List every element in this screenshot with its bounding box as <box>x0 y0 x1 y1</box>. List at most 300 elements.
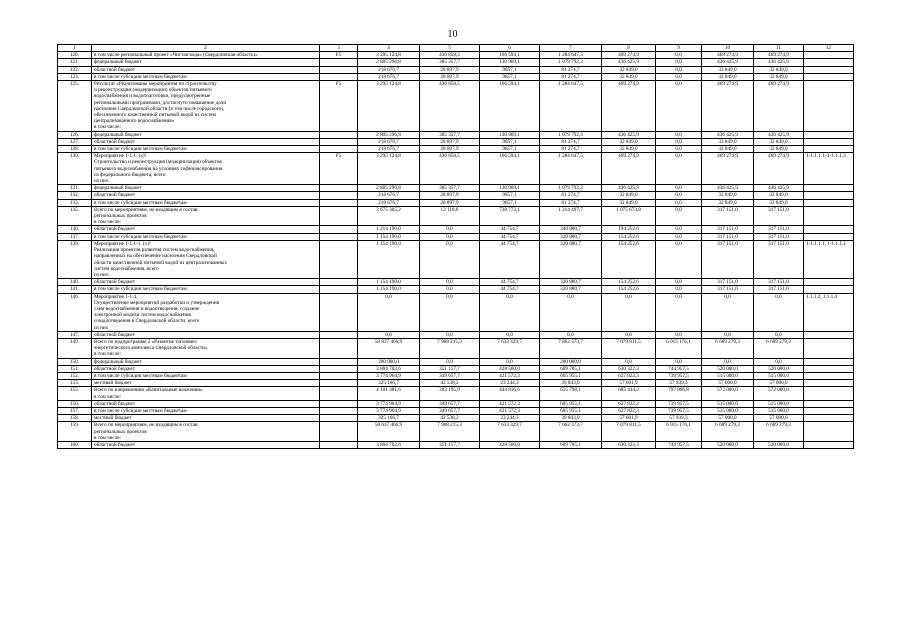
amount-cell: 23 244,3 <box>480 380 540 387</box>
amount-cell: 1 079 792,3 <box>540 59 602 66</box>
amount-cell: 218 676,7 <box>358 73 420 80</box>
amount-cell: 0,0 <box>754 358 804 365</box>
row-code-cell <box>320 66 358 73</box>
table-row <box>58 380 854 387</box>
row-number-cell: 159. <box>58 422 92 442</box>
row-description-cell: местный бюджет <box>92 415 320 422</box>
amount-cell: 44 754,7 <box>480 233 540 240</box>
amount-cell: 515 000,0 <box>754 400 804 407</box>
amount-cell: 57 000,0 <box>702 380 754 387</box>
amount-cell: 436 858,5 <box>420 153 480 185</box>
column-header-8: 8 <box>602 45 656 52</box>
table-row <box>58 387 854 400</box>
row-number-cell: 147. <box>58 331 92 338</box>
amount-cell: 130 969,1 <box>480 131 540 138</box>
row-code-cell: F5 <box>320 153 358 185</box>
amount-cell: 436 858,5 <box>420 81 480 132</box>
amount-cell: 436 425,9 <box>754 185 804 192</box>
amount-cell: 469 274,9 <box>754 52 804 59</box>
amount-cell: 1 154 190,0 <box>358 279 420 286</box>
amount-cell: 469 274,9 <box>702 52 754 59</box>
row-number-cell: 156. <box>58 400 92 407</box>
row-code-cell <box>320 59 358 66</box>
amount-cell: 738 773,1 <box>480 206 540 226</box>
target-indicator-cell <box>804 380 854 387</box>
amount-cell: 392 195,9 <box>420 387 480 400</box>
table-row <box>58 331 854 338</box>
table-row <box>58 240 854 278</box>
row-description-cell: федеральный бюджет <box>92 358 320 365</box>
amount-cell: 572 000,0 <box>702 387 754 400</box>
amount-cell: 7 968 215,3 <box>420 422 480 442</box>
amount-cell: 32 849,0 <box>602 66 656 73</box>
amount-cell: 436 425,9 <box>702 131 754 138</box>
amount-cell: 28 897,9 <box>420 73 480 80</box>
page-number: 10 <box>447 29 458 40</box>
amount-cell: 0,0 <box>540 331 602 338</box>
row-code-cell: F5 <box>320 52 358 59</box>
amount-cell: 515 000,0 <box>754 407 804 414</box>
amount-cell: 627 822,3 <box>602 372 656 379</box>
row-number-cell: 122. <box>58 66 92 73</box>
table-row <box>58 206 854 226</box>
row-description-cell: федеральный бюджет <box>92 59 320 66</box>
table-row <box>58 226 854 233</box>
amount-cell: 469 274,9 <box>602 52 656 59</box>
amount-cell: 28 897,9 <box>420 66 480 73</box>
amount-cell: 32 849,0 <box>702 192 754 199</box>
amount-cell: 0,0 <box>602 331 656 338</box>
amount-cell: 0,0 <box>656 199 702 206</box>
row-description-cell: областной бюджет <box>92 226 320 233</box>
row-number-cell: 121. <box>58 59 92 66</box>
row-description-cell: в том числе субсидии местным бюджетам <box>92 199 320 206</box>
amount-cell: 515 000,0 <box>702 400 754 407</box>
amount-cell: 739 957,5 <box>656 407 702 414</box>
amount-cell: 428 560,0 <box>480 441 540 448</box>
amount-cell: 520 000,0 <box>702 441 754 448</box>
amount-cell: 0,0 <box>702 331 754 338</box>
row-number-cell: 123. <box>58 73 92 80</box>
amount-cell: 0,0 <box>754 331 804 338</box>
amount-cell: 0,0 <box>480 293 540 331</box>
amount-cell: 9857,1 <box>480 199 540 206</box>
row-code-cell: F5 <box>320 81 358 132</box>
amount-cell: 436 425,9 <box>702 185 754 192</box>
amount-cell: 520 000,0 <box>702 365 754 372</box>
amount-cell: 469 274,9 <box>702 153 754 185</box>
target-indicator-cell: 1-1.1.1.1, 1-1.1.1.2 <box>804 240 854 278</box>
amount-cell: 23 244,3 <box>480 415 540 422</box>
row-description-cell: в том числе субсидии местным бюджетам <box>92 372 320 379</box>
row-number-cell: 135. <box>58 206 92 226</box>
amount-cell: 469 274,9 <box>754 153 804 185</box>
row-code-cell <box>320 415 358 422</box>
row-number-cell: 137. <box>58 233 92 240</box>
row-description-cell: Всего по мероприятиям, не входящим в состав региональных проектов в том числе: <box>92 206 320 226</box>
row-code-cell <box>320 422 358 442</box>
table-row <box>58 286 854 293</box>
row-description-cell: Всего по направлению «Капитальные вложения» в том числе: <box>92 387 320 400</box>
amount-cell: 6 915 176,1 <box>656 422 702 442</box>
amount-cell: 218 676,7 <box>358 66 420 73</box>
amount-cell: 0,0 <box>702 293 754 331</box>
amount-cell: 32 849,0 <box>754 192 804 199</box>
row-description-cell: областной бюджет <box>92 66 320 73</box>
row-code-cell <box>320 286 358 293</box>
column-header-12: 12 <box>804 45 854 52</box>
amount-cell: 317 151,0 <box>702 226 754 233</box>
target-indicator-cell <box>804 226 854 233</box>
row-number-cell: 153. <box>58 380 92 387</box>
amount-cell: 320 880,7 <box>540 286 602 293</box>
amount-cell: 317 151,0 <box>702 286 754 293</box>
amount-cell: 349 657,7 <box>420 407 480 414</box>
amount-cell: 317 151,0 <box>702 279 754 286</box>
row-description-cell: областной бюджет <box>92 138 320 145</box>
amount-cell: 28 897,9 <box>420 146 480 153</box>
table-row <box>58 146 854 153</box>
amount-cell: 421 572,3 <box>480 372 540 379</box>
amount-cell: 340 880,7 <box>540 226 602 233</box>
amount-cell: 349 657,7 <box>420 372 480 379</box>
table-row <box>58 153 854 185</box>
amount-cell: 57 939,3 <box>656 415 702 422</box>
row-number-cell: 139. <box>58 240 92 278</box>
amount-cell: 0,0 <box>420 358 480 365</box>
amount-cell: 6 915 176,1 <box>656 338 702 358</box>
row-number-cell: 157. <box>58 407 92 414</box>
amount-cell: 0,0 <box>656 279 702 286</box>
row-code-cell <box>320 233 358 240</box>
amount-cell: 317 151,0 <box>754 226 804 233</box>
table-row <box>58 138 854 145</box>
target-indicator-cell: 1-1.1.1.1–1-1.1.1.3 <box>804 153 854 185</box>
amount-cell: 421 572,3 <box>480 407 540 414</box>
table-row <box>58 400 854 407</box>
column-header-3: 3 <box>320 45 358 52</box>
target-indicator-cell <box>804 279 854 286</box>
amount-cell: 57 601,9 <box>602 380 656 387</box>
amount-cell: 436 425,9 <box>754 131 804 138</box>
amount-cell: 7 862 373,7 <box>540 338 602 358</box>
budget-table <box>57 44 854 449</box>
row-description-cell: областной бюджет <box>92 400 320 407</box>
table-row <box>58 192 854 199</box>
amount-cell: 57 601,9 <box>602 415 656 422</box>
amount-cell: 28 897,9 <box>420 138 480 145</box>
row-code-cell <box>320 338 358 358</box>
amount-cell: 0,0 <box>656 240 702 278</box>
target-indicator-cell <box>804 206 854 226</box>
table-row <box>58 293 854 331</box>
amount-cell: 325 166,7 <box>358 380 420 387</box>
amount-cell: 1 284 647,5 <box>540 81 602 132</box>
amount-cell: 44 754,7 <box>480 240 540 278</box>
amount-cell: 0,0 <box>656 293 702 331</box>
amount-cell: 81 274,7 <box>540 66 602 73</box>
row-number-cell: 155. <box>58 387 92 400</box>
amount-cell: 0,0 <box>656 73 702 80</box>
row-number-cell: 125. <box>58 81 92 132</box>
table-row <box>58 66 854 73</box>
amount-cell: 32 849,0 <box>754 199 804 206</box>
target-indicator-cell <box>804 422 854 442</box>
amount-cell: 44 754,7 <box>480 279 540 286</box>
amount-cell: 7 633 329,7 <box>480 338 540 358</box>
amount-cell: 317 151,0 <box>702 206 754 226</box>
amount-cell: 739 957,5 <box>656 372 702 379</box>
header-row <box>58 45 854 52</box>
column-header-7: 7 <box>540 45 602 52</box>
target-indicator-cell <box>804 199 854 206</box>
amount-cell: 6 689 279,3 <box>702 422 754 442</box>
row-number-cell: 126. <box>58 131 92 138</box>
amount-cell: 320 880,7 <box>540 233 602 240</box>
table-row <box>58 358 854 365</box>
amount-cell: 3 774 964,9 <box>358 400 420 407</box>
row-number-cell: 150. <box>58 358 92 365</box>
amount-cell: 130 969,1 <box>480 59 540 66</box>
amount-cell: 154 252,6 <box>602 286 656 293</box>
amount-cell: 154 252,6 <box>602 279 656 286</box>
target-indicator-cell <box>804 146 854 153</box>
amount-cell: 630 322,3 <box>602 441 656 448</box>
amount-cell: 1 284 647,5 <box>540 153 602 185</box>
row-description-cell: областной бюджет <box>92 331 320 338</box>
amount-cell: 0,0 <box>540 293 602 331</box>
amount-cell: 32 849,0 <box>702 199 754 206</box>
row-number-cell: 140. <box>58 279 92 286</box>
row-code-cell <box>320 387 358 400</box>
amount-cell: 0,0 <box>656 59 702 66</box>
amount-cell: 7 079 811,5 <box>602 422 656 442</box>
target-indicator-cell <box>804 286 854 293</box>
amount-cell: 7 633 329,7 <box>480 422 540 442</box>
row-description-cell: Мероприятие 1-1.1-1. (х)² Реализация проектов развития систем водоснабжения, направленных на обеспечение населения Свердловской области качественной питьевой водой из централизованных систем водоснабжения, всего из них: <box>92 240 320 278</box>
amount-cell: 9857,1 <box>480 73 540 80</box>
table-row <box>58 365 854 372</box>
column-header-10: 10 <box>702 45 754 52</box>
amount-cell: 4 101 381,6 <box>358 387 420 400</box>
amount-cell: 0,0 <box>602 293 656 331</box>
row-code-cell <box>320 400 358 407</box>
amount-cell: 317 151,0 <box>754 240 804 278</box>
table-row <box>58 52 854 59</box>
amount-cell: 1 284 647,5 <box>540 52 602 59</box>
amount-cell: 0,0 <box>420 233 480 240</box>
amount-cell: 605 955,1 <box>540 407 602 414</box>
column-header-6: 6 <box>480 45 540 52</box>
amount-cell: 28 897,9 <box>420 192 480 199</box>
row-code-cell <box>320 226 358 233</box>
amount-cell: 200 000,0 <box>358 358 420 365</box>
table-row <box>58 199 854 206</box>
amount-cell: 0,0 <box>656 146 702 153</box>
amount-cell: 9857,1 <box>480 192 540 199</box>
amount-cell: 50 637 466,9 <box>358 422 420 442</box>
amount-cell: 2 805 296,8 <box>358 185 420 192</box>
amount-cell: 1 079 792,3 <box>540 131 602 138</box>
row-description-cell: Всего по подпрограмме 2 «Развитие топливно- энергетического комплекса Свердловской области» в том числе: <box>92 338 320 358</box>
amount-cell: 320 880,7 <box>540 279 602 286</box>
table-row <box>58 407 854 414</box>
target-indicator-cell <box>804 441 854 448</box>
amount-cell: 349 657,7 <box>420 400 480 407</box>
target-indicator-cell <box>804 387 854 400</box>
amount-cell: 317 151,0 <box>754 279 804 286</box>
amount-cell: 3 774 964,9 <box>358 372 420 379</box>
amount-cell: 655 798,1 <box>540 387 602 400</box>
target-indicator-cell <box>804 73 854 80</box>
row-number-cell: 151. <box>58 365 92 372</box>
amount-cell: 436 425,9 <box>754 59 804 66</box>
amount-cell: 317 151,0 <box>702 233 754 240</box>
table-row <box>58 73 854 80</box>
row-number-cell: 120. <box>58 52 92 59</box>
row-description-cell: федеральный бюджет <box>92 131 320 138</box>
amount-cell: 385 357,7 <box>420 131 480 138</box>
amount-cell: 1 075 673,8 <box>602 206 656 226</box>
amount-cell: 32 849,0 <box>754 73 804 80</box>
amount-cell: 130 969,1 <box>480 185 540 192</box>
target-indicator-cell <box>804 185 854 192</box>
row-code-cell <box>320 199 358 206</box>
amount-cell: 444 816,6 <box>480 387 540 400</box>
row-description-cell: в том числе субсидии местным бюджетам <box>92 233 320 240</box>
target-indicator-cell <box>804 338 854 358</box>
amount-cell: 166 594,1 <box>480 81 540 132</box>
target-indicator-cell <box>804 52 854 59</box>
target-indicator-cell <box>804 372 854 379</box>
amount-cell: 3 774 964,9 <box>358 407 420 414</box>
amount-cell: 605 955,1 <box>540 372 602 379</box>
row-number-cell: 130. <box>58 153 92 185</box>
row-code-cell <box>320 380 358 387</box>
amount-cell: 0,0 <box>754 293 804 331</box>
column-header-9: 9 <box>656 45 702 52</box>
row-code-cell <box>320 365 358 372</box>
amount-cell: 6 689 279,3 <box>754 422 804 442</box>
amount-cell: 3 295 124,8 <box>358 153 420 185</box>
amount-cell: 32 849,0 <box>602 146 656 153</box>
amount-cell: 520 000,0 <box>754 441 804 448</box>
amount-cell: 32 849,0 <box>754 146 804 153</box>
amount-cell: 32 849,0 <box>702 73 754 80</box>
amount-cell: 32 849,0 <box>602 199 656 206</box>
amount-cell: 1 214 497,7 <box>540 206 602 226</box>
amount-cell: 32 849,0 <box>754 138 804 145</box>
row-description-cell: Результат «Реализованы мероприятия по строительству и реконструкции (модернизации) объектов питьевого водоснабжения и водоподготовки, предусмотренные региональными программами, достигнуто повышение доли населения Свердловской области (в том числе городского), обеспеченного качественной питьевой водой из систем централизованного водоснабжения» в том числе: <box>92 81 320 132</box>
amount-cell: 0,0 <box>656 52 702 59</box>
amount-cell: 0,0 <box>480 331 540 338</box>
row-code-cell <box>320 73 358 80</box>
row-code-cell <box>320 206 358 226</box>
row-description-cell: в том числе субсидии местным бюджетам <box>92 286 320 293</box>
column-header-4: 4 <box>358 45 420 52</box>
amount-cell: 744 957,5 <box>656 365 702 372</box>
amount-cell: 32 849,0 <box>602 138 656 145</box>
amount-cell: 50 837 466,9 <box>358 338 420 358</box>
amount-cell: 469 274,9 <box>702 81 754 132</box>
table-row <box>58 131 854 138</box>
amount-cell: 166 594,1 <box>480 52 540 59</box>
amount-cell: 385 357,7 <box>420 59 480 66</box>
amount-cell: 436 425,9 <box>602 185 656 192</box>
amount-cell: 12 118,6 <box>420 206 480 226</box>
row-code-cell <box>320 441 358 448</box>
amount-cell: 0,0 <box>656 81 702 132</box>
amount-cell: 3 804 702,6 <box>358 365 420 372</box>
row-description-cell: областной бюджет <box>92 279 320 286</box>
row-code-cell <box>320 240 358 278</box>
amount-cell: 42 538,2 <box>420 415 480 422</box>
amount-cell: 0,0 <box>420 293 480 331</box>
table-row <box>58 81 854 132</box>
row-number-cell: 149. <box>58 338 92 358</box>
amount-cell: 627 822,3 <box>602 400 656 407</box>
row-code-cell <box>320 358 358 365</box>
row-description-cell: в том числе субсидии местным бюджетам <box>92 146 320 153</box>
amount-cell: 0,0 <box>420 240 480 278</box>
amount-cell: 609 705,1 <box>540 365 602 372</box>
amount-cell: 9857,1 <box>480 138 540 145</box>
amount-cell: 436 425,9 <box>702 59 754 66</box>
amount-cell: 7 662 373,7 <box>540 422 602 442</box>
amount-cell: 0,0 <box>656 192 702 199</box>
amount-cell: 744 957,5 <box>656 441 702 448</box>
row-description-cell: Мероприятие 1-1.4. Осуществление мероприятий разработки и утверждения схем водоснабжения и водоотведения, создание электронной модели систем водоснабжения и водоотведения в Свердловской области, всего из них <box>92 293 320 331</box>
amount-cell: 609 705,1 <box>540 441 602 448</box>
amount-cell: 81 274,7 <box>540 199 602 206</box>
amount-cell: 515 000,0 <box>702 372 754 379</box>
amount-cell: 6 689 279,3 <box>754 338 804 358</box>
amount-cell: 39 843,0 <box>540 380 602 387</box>
target-indicator-cell <box>804 415 854 422</box>
amount-cell: 0,0 <box>656 233 702 240</box>
row-description-cell: Всего по мероприятиям, не входящим в состав региональных проектов в том числе: <box>92 422 320 442</box>
amount-cell: 436 425,9 <box>602 59 656 66</box>
amount-cell: 1 154 190,0 <box>358 233 420 240</box>
amount-cell: 44 754,7 <box>480 226 540 233</box>
amount-cell: 0,0 <box>480 358 540 365</box>
amount-cell: 0,0 <box>358 331 420 338</box>
amount-cell: 317 151,0 <box>702 240 754 278</box>
row-code-cell <box>320 146 358 153</box>
amount-cell: 0,0 <box>656 66 702 73</box>
amount-cell: 2 805 296,8 <box>358 131 420 138</box>
target-indicator-cell <box>804 66 854 73</box>
amount-cell: 572 000,0 <box>754 387 804 400</box>
target-indicator-cell <box>804 138 854 145</box>
amount-cell: 685 434,2 <box>602 387 656 400</box>
row-description-cell: в том числе субсидии местным бюджетам <box>92 407 320 414</box>
amount-cell: 0,0 <box>656 153 702 185</box>
amount-cell: 630 322,3 <box>602 365 656 372</box>
amount-cell: 325 166,7 <box>358 415 420 422</box>
table-row <box>58 185 854 192</box>
row-number-cell: 160. <box>58 441 92 448</box>
target-indicator-cell <box>804 407 854 414</box>
amount-cell: 32 849,0 <box>602 73 656 80</box>
amount-cell: 57 000,0 <box>702 415 754 422</box>
amount-cell: 317 151,0 <box>754 206 804 226</box>
table-body <box>58 52 854 449</box>
amount-cell: 0,0 <box>702 358 754 365</box>
amount-cell: 0,0 <box>420 226 480 233</box>
amount-cell: 154 252,6 <box>602 233 656 240</box>
column-header-5: 5 <box>420 45 480 52</box>
